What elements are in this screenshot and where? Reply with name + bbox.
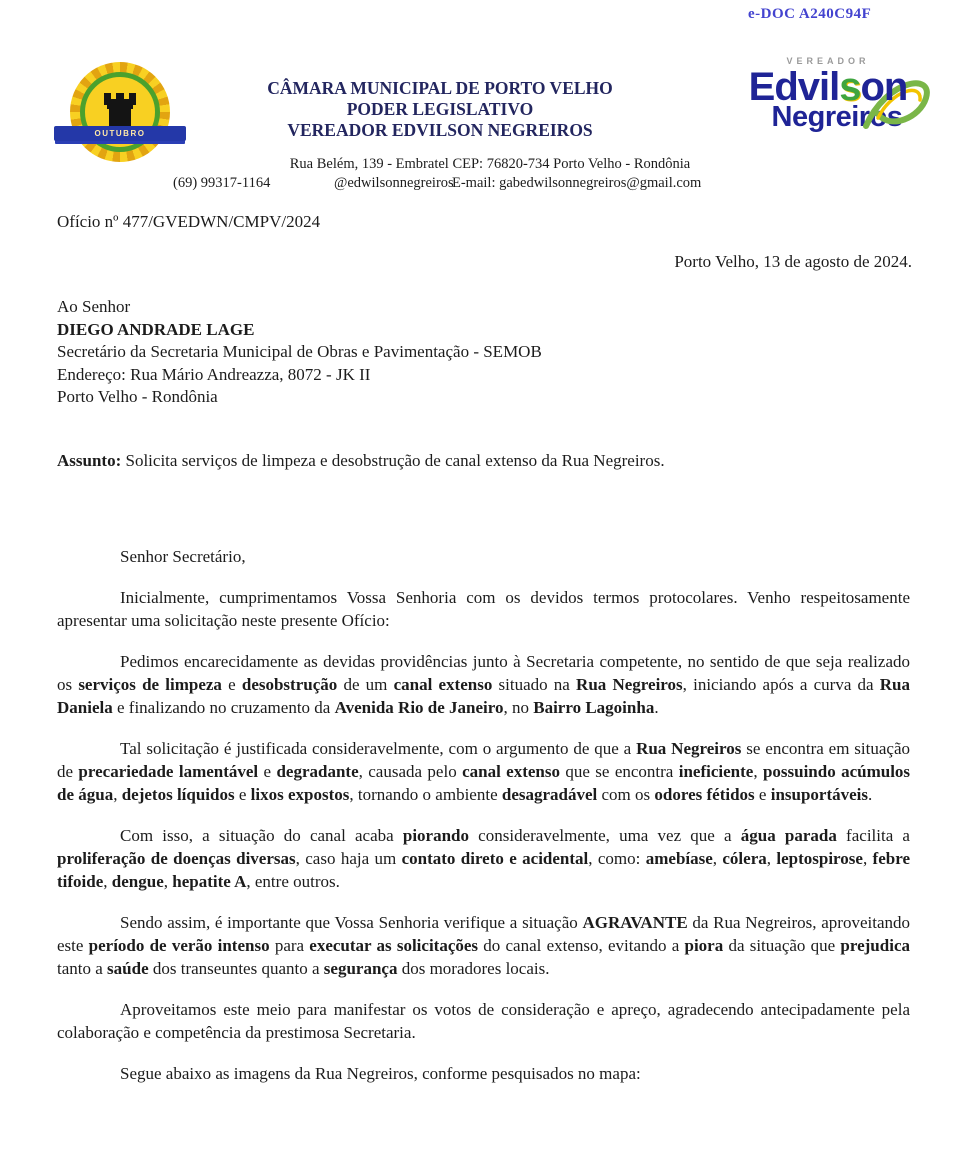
paragraph-2: Pedimos encarecidamente as devidas providências junto à Secretaria competente, no sentido de que seja realizado os serviços de limpeza e desobstrução de um canal extenso situado na Rua Negreiros, iniciando após a curva da Rua Daniela e finalizando no cruzamento da Avenida Rio de Janeiro, no Bairro Lagoinha.	[57, 652, 911, 717]
logo-role-label: VEREADOR	[786, 56, 870, 66]
logo-firstname-right: on	[860, 65, 908, 109]
recipient-block: Ao Senhor DIEGO ANDRADE LAGE Secretário da Secretaria Municipal de Obras e Pavimentação - SEMOB Endereço: Rua Mário Andreazza, 8072 - JK II Porto Velho - Rondônia	[57, 297, 542, 406]
oficio-number: Ofício nº 477/GVEDWN/CMPV/2024	[57, 212, 321, 231]
org-title-line2: PODER LEGISLATIVO	[346, 99, 534, 119]
logo-accent-letter: s	[839, 65, 861, 109]
paragraph-4: Com isso, a situação do canal acaba piorando consideravelmente, uma vez que a água parada facilita a proliferação de doenças diversas, caso haja um contato direto e acidental, como: amebíase, cólera, leptospirose, febre tifoide, dengue, hepatite A, entre outros.	[57, 826, 910, 891]
paragraph-7: Segue abaixo as imagens da Rua Negreiros, conforme pesquisados no mapa:	[120, 1064, 641, 1083]
paragraph-6: Aproveitamos este meio para manifestar os votos de consideração e apreço, agradecendo antecipadamente pela colaboração e competência da prestimosa Secretaria.	[57, 1000, 910, 1042]
letter-body	[57, 545, 910, 1103]
crest-logo	[66, 62, 174, 166]
header-address: Rua Belém, 139 - Embratel CEP: 76820-734 Porto Velho - Rondônia	[289, 156, 691, 172]
social-handle: @edwilsonnegreiros	[334, 175, 454, 191]
crest-banner: OUTUBRO	[54, 126, 186, 141]
header-contact-row	[0, 175, 960, 195]
tower-icon	[100, 85, 140, 131]
salutation: Senhor Secretário,	[120, 547, 246, 566]
logo-firstname	[702, 67, 954, 107]
email-address: E-mail: gabedwilsonnegreiros@gmail.com	[452, 175, 702, 191]
paragraph-1: Inicialmente, cumprimentamos Vossa Senhoria com os devidos termos protocolares. Venho respeitosamente apresentar uma solicitação neste presente Ofício:	[57, 588, 910, 630]
edoc-stamp: e-DOC A240C94F	[748, 6, 872, 22]
paragraph-5: Sendo assim, é importante que Vossa Senhoria verifique a situação AGRAVANTE da Rua Negreiros, aproveitando este período de verão intenso para executar as solicitações do canal extenso, evitando a piora da situação que prejudica tanto a saúde dos transeuntes quanto a segurança dos moradores locais.	[57, 913, 910, 978]
logo-surname: Negreiros	[771, 101, 903, 133]
date-line: Porto Velho, 13 de agosto de 2024.	[674, 252, 912, 271]
paragraph-3: Tal solicitação é justificada consideravelmente, com o argumento de que a Rua Negreiros se encontra em situação de precariedade lamentável e degradante, causada pelo canal extenso que se encontra ineficiente, possuindo acúmulos de água, dejetos líquidos e lixos expostos, tornando o ambiente desagradável com os odores fétidos e insuportáveis.	[57, 739, 911, 804]
org-title-line1: CÂMARA MUNICIPAL DE PORTO VELHO	[267, 78, 613, 98]
edvilson-logo	[702, 56, 954, 131]
org-title	[190, 78, 690, 141]
logo-firstname-left: Edvil	[748, 65, 840, 109]
org-title-line3: VEREADOR EDVILSON NEGREIROS	[287, 120, 593, 140]
subject-line: Assunto: Solicita serviços de limpeza e desobstrução de canal extenso da Rua Negreiros.	[57, 451, 665, 470]
phone-number: (69) 99317-1164	[173, 175, 271, 191]
